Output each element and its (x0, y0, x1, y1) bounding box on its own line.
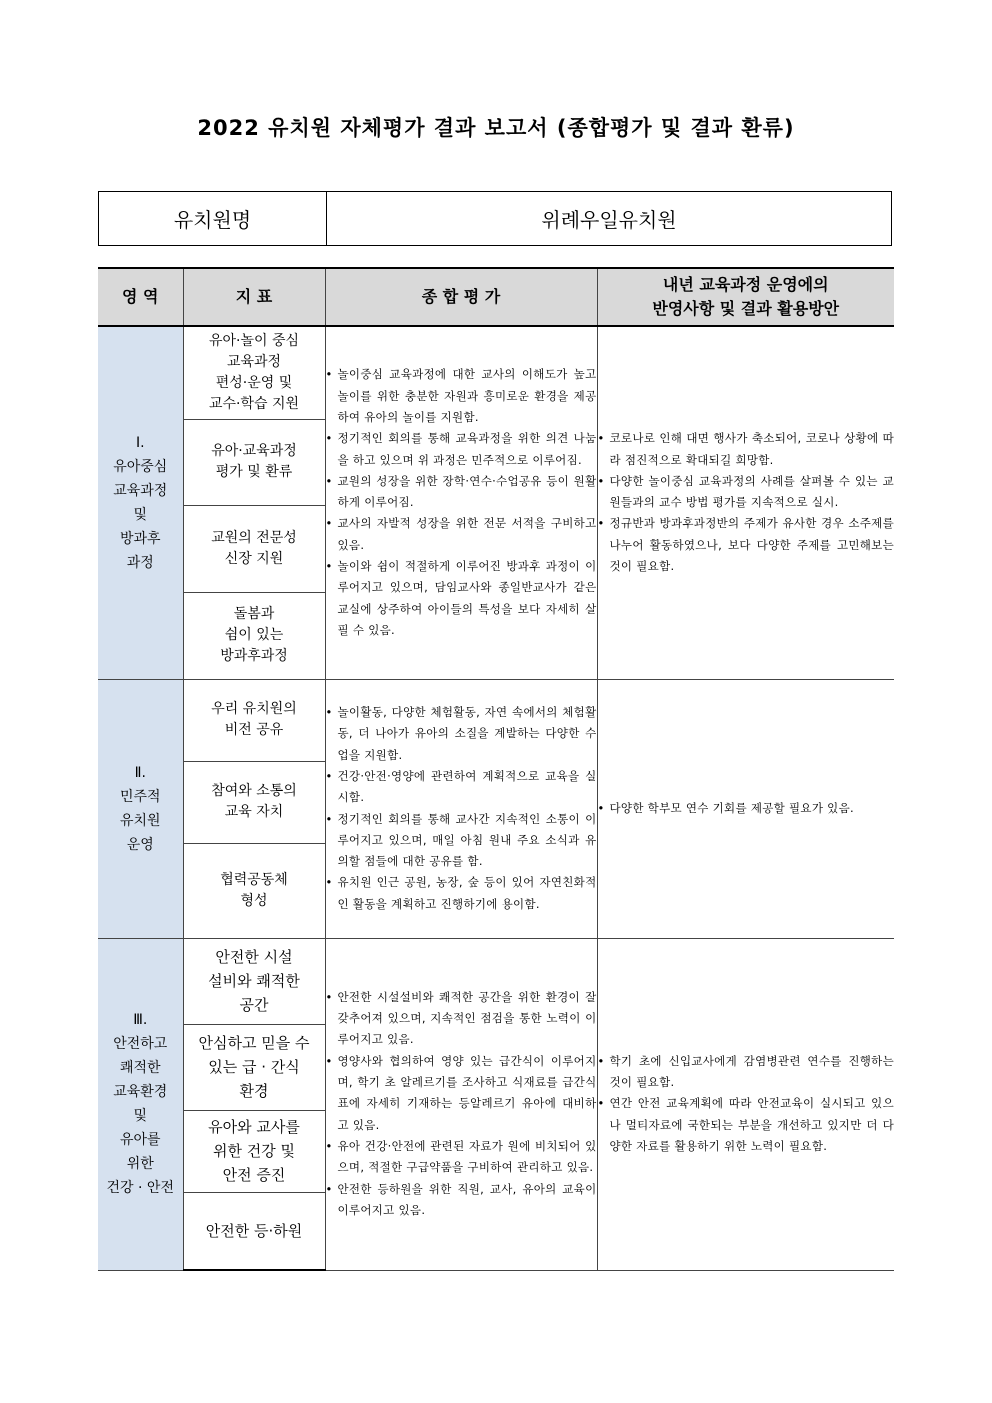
indicator-line: 환경 (239, 1082, 269, 1100)
area-cell-2 (98, 679, 183, 938)
indicator-cell (183, 1192, 325, 1270)
indicator-line: 안심하고 믿을 수 (198, 1034, 310, 1052)
indicator-line: 신장 지원 (224, 550, 284, 567)
evaluation-item: • 유치원 인근 공원, 농장, 숲 등이 있어 자연친화적인 활동을 계획하고 진행하기에 용이함. (326, 872, 597, 915)
evaluation-item: • 놀이중심 교육과정에 대한 교사의 이해도가 높고 놀이를 위한 충분한 자원과 흥미로운 환경을 제공하여 유아의 놀이를 지원함. (326, 364, 597, 428)
indicator-cell (183, 1024, 325, 1110)
evaluation-cell-2 (325, 679, 597, 938)
indicator-cell (183, 1110, 325, 1192)
evaluation-item: • 건강·안전·영양에 관련하여 계획적으로 교육을 실시함. (326, 766, 597, 809)
indicator-line: 편성·운영 및 (215, 374, 293, 391)
area-line: 유아중심 (113, 458, 168, 475)
evaluation-item: • 정기적인 회의를 통해 교사간 지속적인 소통이 이루어지고 있으며, 매일 아침 원내 주요 소식과 유의할 점들에 대한 공유를 함. (326, 809, 597, 873)
header-evaluation: 종 합 평 가 (325, 268, 597, 326)
kindergarten-name-table (98, 191, 892, 246)
indicator-line: 협력공동체 (220, 871, 288, 888)
indicator-line: 안전한 시설 (215, 948, 293, 966)
header-plan-line1: 내년 교육과정 운영에의 (662, 275, 829, 294)
page-title: 2022 유치원 자체평가 결과 보고서 (종합평가 및 결과 환류) (197, 116, 795, 140)
plan-item: • 연간 안전 교육계획에 따라 안전교육이 실시되고 있으나 멀티자료에 국한되는 부분을 개선하고 있지만 더 다양한 자료를 활용하기 위한 노력이 필요함. (598, 1093, 895, 1157)
area-line: 교육환경 (113, 1084, 168, 1100)
plan-item: • 학기 초에 신입교사에게 감염병관련 연수를 진행하는 것이 필요함. (598, 1051, 895, 1094)
evaluation-item: • 영양사와 협의하여 영양 있는 급간식이 이루어지며, 학기 초 알레르기를 조사하고 식재료를 급간식표에 자세히 기재하는 등알레르기 유아에 대비하고 있음. (326, 1051, 597, 1136)
table-row (98, 326, 894, 419)
indicator-line: 교원의 전문성 (211, 529, 297, 546)
table-row (98, 938, 894, 1024)
evaluation-cell-3 (325, 938, 597, 1270)
table-header-row (98, 268, 894, 326)
area-line: Ⅰ. (135, 434, 145, 451)
indicator-cell (183, 938, 325, 1024)
indicator-line: 돌봄과 (233, 606, 275, 622)
plan-cell-3 (597, 938, 894, 1270)
kindergarten-name-label: 유치원명 (99, 192, 327, 246)
plan-item: • 코로나로 인해 대면 행사가 축소되어, 코로나 상황에 따라 점진적으로 확대되길 희망함. (598, 428, 895, 471)
plan-item: • 다양한 놀이중심 교육과정의 사례를 살펴볼 수 있는 교원들과의 교수 방법 평가를 지속적으로 실시. (598, 471, 895, 514)
plan-cell-1 (597, 326, 894, 679)
area-cell-3 (98, 938, 183, 1270)
area-line: 쾌적한 (119, 1060, 161, 1076)
indicator-line: 유아·놀이 중심 (208, 332, 300, 349)
indicator-line: 비전 공유 (224, 722, 284, 738)
area-line: 위한 (126, 1156, 154, 1172)
area-line: Ⅱ. (134, 764, 146, 781)
area-line: 및 (133, 1108, 148, 1124)
indicator-line: 교육 자치 (224, 804, 284, 820)
header-plan-line2: 반영사항 및 결과 활용방안 (652, 299, 840, 318)
indicator-line: 유아와 교사를 (208, 1118, 300, 1136)
evaluation-item: • 정기적인 회의를 통해 교육과정을 위한 의견 나눔을 하고 있으며 위 과정은 민주적으로 이루어짐. (326, 428, 597, 471)
evaluation-item: • 놀이와 쉼이 적절하게 이루어진 방과후 과정이 이루어지고 있으며, 담임교사와 종일반교사가 같은 교실에 상주하여 아이들의 특성을 보다 자세히 살필 수 있음. (326, 556, 597, 641)
indicator-cell (183, 592, 325, 679)
indicator-cell (183, 326, 325, 419)
indicator-line: 설비와 쾌적한 (208, 972, 300, 990)
header-area: 영 역 (98, 268, 183, 326)
area-line: 민주적 (119, 788, 161, 805)
indicator-line: 있는 급 · 간식 (208, 1058, 300, 1076)
indicator-line: 참여와 소통의 (211, 783, 297, 799)
area-line: 안전하고 (113, 1036, 168, 1052)
indicator-line: 우리 유치원의 (211, 701, 297, 717)
area-line: 방과후 (119, 530, 161, 547)
area-line: 유아를 (119, 1132, 161, 1148)
evaluation-item: • 놀이활동, 다양한 체험활동, 자연 속에서의 체험활동, 더 나아가 유아의 소질을 계발하는 다양한 수업을 지원함. (326, 702, 597, 766)
indicator-line: 안전 증진 (222, 1166, 286, 1184)
indicator-line: 위한 건강 및 (213, 1142, 295, 1160)
area-line: Ⅲ. (133, 1012, 148, 1028)
plan-item: • 정규반과 방과후과정반의 주제가 유사한 경우 소주제를 나누어 활동하였으나, 보다 다양한 주제를 고민해보는 것이 필요함. (598, 513, 895, 577)
plan-cell-2 (597, 679, 894, 938)
area-line: 교육과정 (113, 482, 168, 499)
evaluation-table (98, 267, 894, 1271)
indicator-cell (183, 419, 325, 505)
area-line: 및 (133, 506, 148, 523)
evaluation-item: • 교원의 성장을 위한 장학·연수·수업공유 등이 원활하게 이루어짐. (326, 471, 597, 514)
area-line: 건강 · 안전 (106, 1180, 174, 1196)
plan-item: • 다양한 학부모 연수 기회를 제공할 필요가 있음. (598, 798, 895, 819)
header-indicator: 지 표 (183, 268, 325, 326)
area-line: 운영 (126, 836, 154, 853)
evaluation-item: • 교사의 자발적 성장을 위한 전문 서적을 구비하고 있음. (326, 513, 597, 556)
evaluation-item: • 안전한 시설설비와 쾌적한 공간을 위한 환경이 잘 갖추어져 있으며, 지속적인 점검을 통한 노력이 이루어지고 있음. (326, 987, 597, 1051)
indicator-cell (183, 761, 325, 843)
indicator-cell (183, 843, 325, 938)
area-cell-1 (98, 326, 183, 679)
indicator-line: 교육과정 (226, 353, 282, 370)
indicator-line: 방과후과정 (220, 648, 288, 664)
area-line: 유치원 (119, 812, 161, 829)
indicator-cell (183, 505, 325, 592)
indicator-line: 유아·교육과정 (211, 443, 297, 459)
indicator-cell (183, 679, 325, 761)
kindergarten-name-value: 위례우일유치원 (327, 192, 892, 246)
indicator-line: 교수·학습 지원 (208, 395, 300, 412)
indicator-line: 형성 (240, 892, 268, 909)
evaluation-cell-1 (325, 326, 597, 679)
table-row (98, 679, 894, 761)
indicator-line: 평가 및 환류 (215, 464, 293, 480)
header-plan (597, 268, 894, 326)
area-line: 과정 (126, 554, 154, 571)
evaluation-item: • 유아 건강·안전에 관련된 자료가 원에 비치되어 있으며, 적절한 구급약품을 구비하여 관리하고 있음. (326, 1136, 597, 1179)
indicator-line: 안전한 등·하원 (205, 1221, 303, 1240)
evaluation-item: • 안전한 등하원을 위한 직원, 교사, 유아의 교육이 이루어지고 있음. (326, 1179, 597, 1222)
indicator-line: 쉼이 있는 (224, 627, 284, 643)
indicator-line: 공간 (239, 996, 269, 1014)
